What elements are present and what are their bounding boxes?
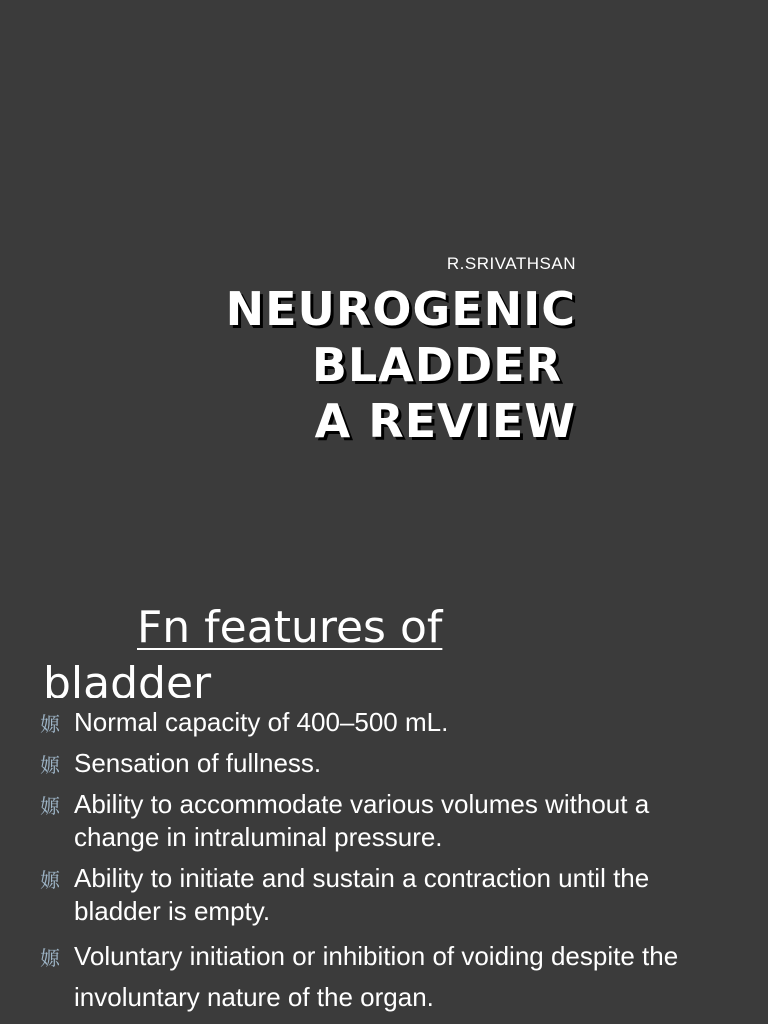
bullet-text: Ability to accommodate various volumes without a change in intraluminal pressure. <box>74 789 650 852</box>
bullet-text: Sensation of fullness. <box>74 748 322 778</box>
bullet-icon: 嫄 <box>40 794 60 818</box>
title-line-bladder: BLADDER <box>311 338 562 392</box>
list-item <box>40 788 740 854</box>
bullet-icon: 嫄 <box>40 868 60 892</box>
section-heading-line1: Fn features of <box>137 602 443 653</box>
section-heading <box>43 600 603 698</box>
section-heading-line2: bladder <box>43 658 212 698</box>
list-item <box>40 747 740 780</box>
bullet-list <box>40 706 740 1024</box>
list-item <box>40 862 740 928</box>
author-name: R.SRIVATHSAN <box>446 254 576 273</box>
list-item <box>40 936 740 1018</box>
title-line-review: A REVIEW <box>314 394 576 448</box>
bullet-icon: 嫄 <box>40 712 60 736</box>
bullet-text: Normal capacity of 400–500 mL. <box>74 707 449 737</box>
title-line-neurogenic: NEUROGENIC <box>225 282 576 336</box>
bullet-icon: 嫄 <box>40 946 60 970</box>
list-item <box>40 706 740 739</box>
bullet-icon: 嫄 <box>40 753 60 777</box>
bullet-text: Voluntary initiation or inhibition of voiding despite the involuntary nature of the organ. <box>74 941 679 1012</box>
bullet-text: Ability to initiate and sustain a contraction until the bladder is empty. <box>74 863 650 926</box>
